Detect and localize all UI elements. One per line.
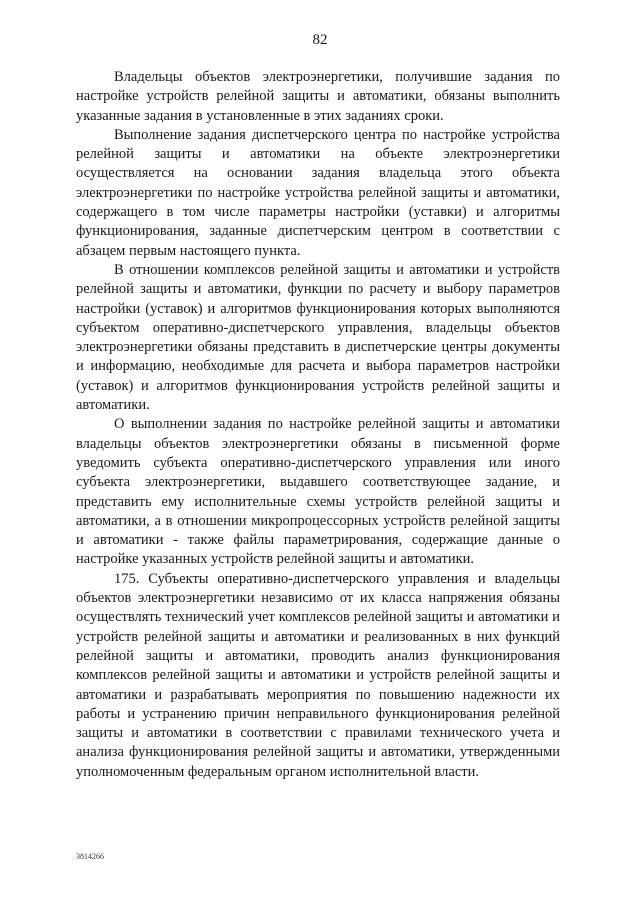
document-body	[76, 68, 560, 782]
paragraph: 175. Субъекты оперативно-диспетчерского управления и владельцы объектов электроэнергетики независимо от их класса напряжения обязаны осуществлять технический учет комплексов релейной защиты и автоматики и устройств релейной защиты и автоматики и реализованных в них функций релейной защиты и автоматики, проводить анализ функционирования комплексов релейной защиты и автоматики и устройств релейной защиты и автоматики и разрабатывать мероприятия по повышению надежности их работы и устранению причин неправильного функционирования релейной защиты и автоматики в соответствии с правилами технического учета и анализа функционирования релейной защиты и автоматики, утвержденными уполномоченным федеральным органом исполнительной власти.	[76, 570, 560, 780]
paragraph: Владельцы объектов электроэнергетики, получившие задания по настройке устройств релейной защиты и автоматики, обязаны выполнить указанные задания в установленные в этих заданиях сроки.	[76, 69, 560, 124]
paragraph: Выполнение задания диспетчерского центра по настройке устройства релейной защиты и автоматики на объекте электроэнергетики осуществляется на основании задания владельца этого объекта электроэнергетики по настройке устройства релейной защиты и автоматики, содержащего в том числе параметры настройки (уставки) и алгоритмы функционирования, заданные диспетчерским центром в соответствии с абзацем первым настоящего пункта.	[76, 126, 560, 259]
page-number: 82	[312, 32, 328, 48]
paragraph: О выполнении задания по настройке релейной защиты и автоматики владельцы объектов электроэнергетики обязаны в письменной форме уведомить субъекта оперативно-диспетчерского управления или иного субъекта электроэнергетики, выдавшего соответствующее задание, и представить ему исполнительные схемы устройств релейной защиты и автоматики, а в отношении микропроцессорных устройств релейной защиты и автоматики - также файлы параметрирования, содержащие данные о настройке указанных устройств релейной защиты и автоматики.	[76, 416, 560, 568]
paragraph: В отношении комплексов релейной защиты и автоматики и устройств релейной защиты и автоматики, функции по расчету и выбору параметров настройки (уставок) и алгоритмов функционирования которых выполняются субъектом оперативно-диспетчерского управления, владельцы объектов электроэнергетики обязаны представить в диспетчерские центры документы и информацию, необходимые для расчета и выбора параметров настройки (уставок) и алгоритмов функционирования устройств релейной защиты и автоматики.	[76, 261, 560, 414]
document-code: 3814266	[76, 852, 104, 861]
